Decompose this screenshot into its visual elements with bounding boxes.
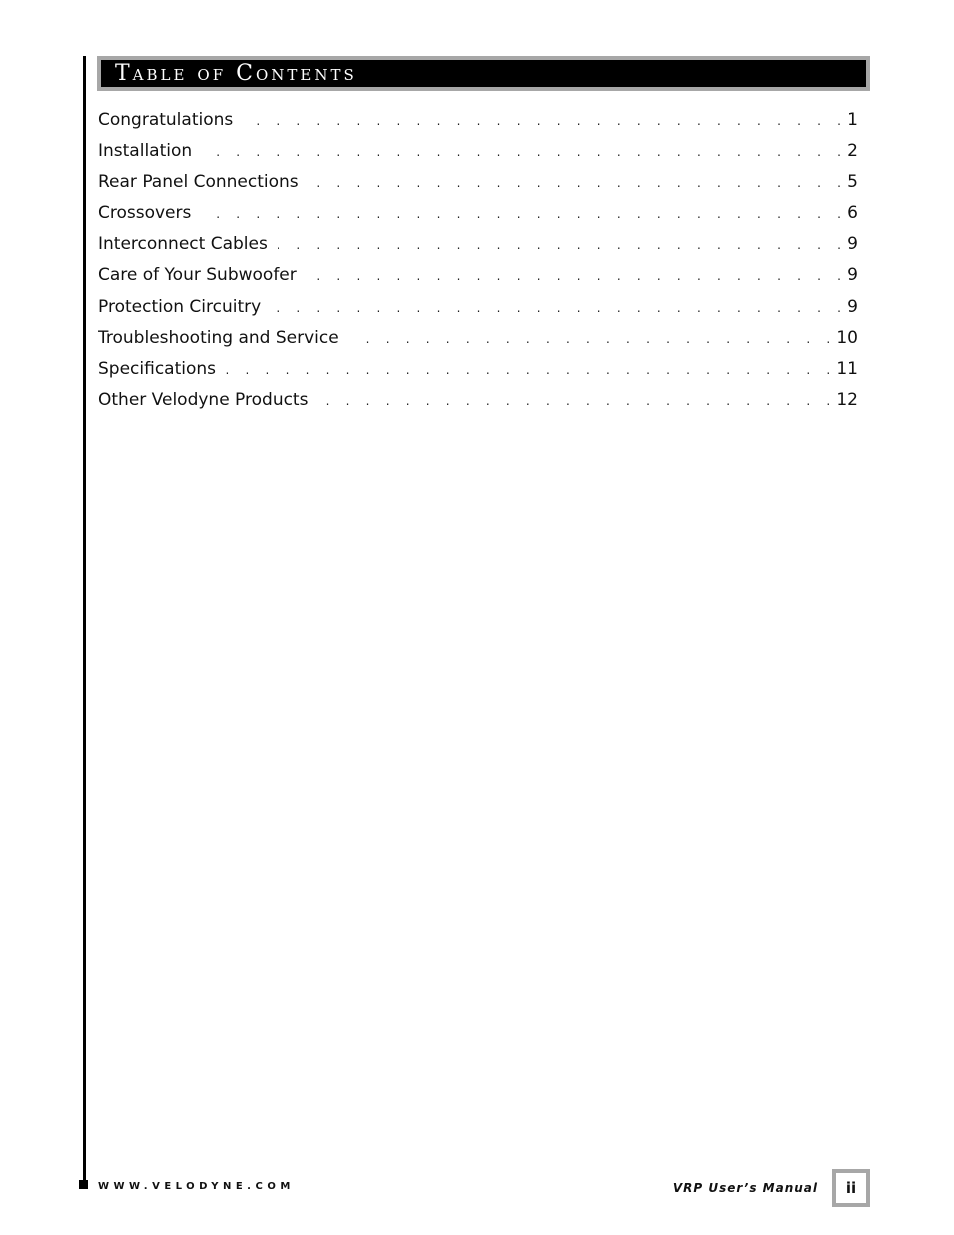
page-title: Table of Contents bbox=[115, 60, 357, 86]
toc-dot-leader bbox=[243, 106, 847, 136]
toc-dot-leader bbox=[271, 293, 847, 323]
toc-entry-other-velodyne-products[interactable] bbox=[98, 385, 858, 416]
toc-entry-crossovers[interactable] bbox=[98, 198, 858, 229]
toc-dot-leader bbox=[202, 137, 847, 167]
toc-entry-page: 9 bbox=[847, 234, 858, 255]
title-banner bbox=[97, 56, 870, 91]
toc-entry-care-of-your-subwoofer[interactable] bbox=[98, 260, 858, 291]
toc-dot-leader bbox=[349, 324, 837, 354]
toc-entry-label: Crossovers bbox=[98, 203, 192, 224]
toc-entry-label: Congratulations bbox=[98, 110, 234, 130]
toc-entry-specifications[interactable] bbox=[98, 354, 858, 385]
toc-dot-leader bbox=[318, 386, 836, 416]
page-number: ii bbox=[836, 1173, 866, 1203]
toc-entry-label: Rear Panel Connections bbox=[98, 172, 299, 193]
toc-entry-page: 1 bbox=[847, 110, 858, 130]
toc-entry-page: 9 bbox=[847, 296, 858, 317]
title-bar bbox=[101, 60, 866, 87]
page-number-box bbox=[832, 1169, 870, 1207]
left-margin-rule bbox=[83, 56, 86, 1182]
toc-entry-page: 5 bbox=[847, 172, 858, 193]
toc-dot-leader bbox=[226, 355, 836, 385]
toc-entry-page: 10 bbox=[836, 327, 858, 348]
toc-dot-leader bbox=[201, 199, 847, 229]
toc-entry-label: Interconnect Cables bbox=[98, 234, 268, 255]
toc-entry-page: 9 bbox=[847, 265, 858, 286]
toc-entry-label: Care of Your Subwoofer bbox=[98, 265, 297, 286]
toc-entry-troubleshooting-and-service[interactable] bbox=[98, 323, 858, 354]
toc-entry-label: Troubleshooting and Service bbox=[98, 327, 339, 348]
footer-website-url: WWW.VELODYNE.COM bbox=[98, 1181, 295, 1192]
toc-entry-protection-circuitry[interactable] bbox=[98, 292, 858, 323]
toc-dot-leader bbox=[309, 168, 848, 198]
toc-entry-page: 12 bbox=[836, 389, 858, 410]
toc-entry-installation[interactable] bbox=[98, 136, 858, 167]
toc-entry-label: Protection Circuitry bbox=[98, 296, 262, 317]
toc-entry-interconnect-cables[interactable] bbox=[98, 229, 858, 260]
table-of-contents bbox=[98, 105, 858, 416]
toc-entry-page: 11 bbox=[836, 358, 858, 379]
toc-entry-page: 2 bbox=[847, 141, 858, 162]
toc-dot-leader bbox=[278, 230, 847, 260]
toc-dot-leader bbox=[307, 261, 847, 291]
toc-entry-rear-panel-connections[interactable] bbox=[98, 167, 858, 198]
margin-rule-square-marker bbox=[79, 1180, 88, 1189]
toc-entry-label: Specifications bbox=[98, 358, 217, 379]
footer-manual-title: VRP User’s Manual bbox=[672, 1181, 818, 1195]
toc-entry-label: Installation bbox=[98, 141, 193, 162]
toc-entry-label: Other Velodyne Products bbox=[98, 389, 309, 410]
toc-entry-congratulations[interactable] bbox=[98, 105, 858, 136]
toc-entry-page: 6 bbox=[847, 203, 858, 224]
